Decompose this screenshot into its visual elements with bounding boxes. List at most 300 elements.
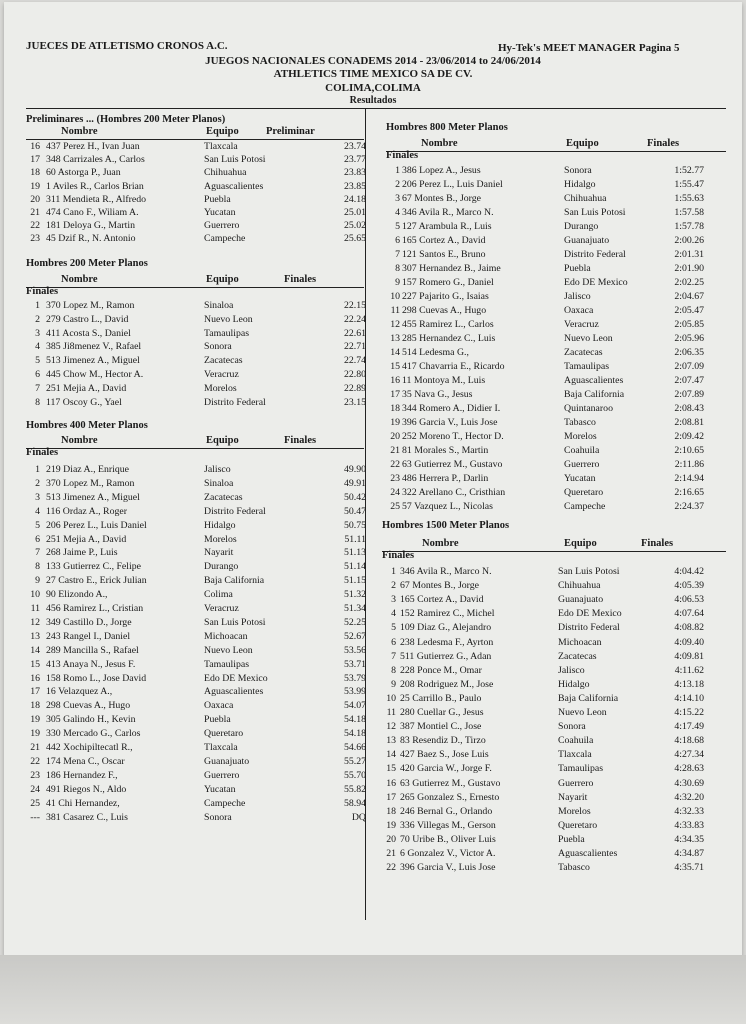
table-row bbox=[386, 332, 726, 345]
team-cell: Veracruz bbox=[564, 319, 599, 330]
team-cell: Queretaro bbox=[204, 728, 244, 740]
team-cell: Puebla bbox=[204, 193, 231, 205]
final1500-header-rule bbox=[382, 551, 726, 552]
place-cell: 24 bbox=[390, 487, 400, 498]
time-cell: 2:00.26 bbox=[674, 235, 704, 246]
team-cell: Tlaxcala bbox=[204, 742, 238, 753]
place-cell: 19 bbox=[30, 728, 40, 740]
athlete-cell: 420 Garcia W., Jorge F. bbox=[400, 763, 492, 775]
time-cell: 1:55.63 bbox=[674, 193, 704, 204]
time-cell: 4:14.10 bbox=[674, 692, 704, 704]
team-cell: Sonora bbox=[558, 721, 586, 733]
software-page: Hy-Tek's MEET MANAGER Pagina 5 bbox=[498, 42, 680, 54]
time-cell: 51.11 bbox=[344, 533, 366, 545]
team-cell: Yucatan bbox=[204, 783, 236, 795]
time-cell: 53.71 bbox=[343, 658, 366, 670]
athlete-cell: 298 Cuevas A., Hugo bbox=[46, 700, 131, 712]
table-row bbox=[386, 318, 726, 331]
time-cell: 1:57.58 bbox=[674, 207, 704, 218]
final200-header-time: Finales bbox=[284, 274, 317, 285]
table-row bbox=[382, 565, 726, 578]
place-cell: 2 bbox=[391, 580, 396, 592]
final800-header-rule bbox=[386, 151, 726, 152]
table-row bbox=[386, 416, 726, 429]
table-row bbox=[382, 762, 726, 775]
place-cell: 23 bbox=[390, 473, 400, 484]
team-cell: Campeche bbox=[204, 797, 246, 809]
team-cell: Aguascalientes bbox=[204, 180, 264, 192]
time-cell: 23.15 bbox=[343, 396, 366, 408]
time-cell: 2:05.96 bbox=[674, 333, 704, 344]
table-row bbox=[386, 402, 726, 415]
place-cell: 9 bbox=[391, 678, 396, 690]
team-cell: Aguascalientes bbox=[564, 375, 624, 386]
table-row bbox=[382, 847, 726, 860]
table-row bbox=[382, 579, 726, 592]
right-column bbox=[4, 2, 742, 957]
time-cell: 4:28.63 bbox=[674, 763, 704, 775]
team-cell: Edo DE Mexico bbox=[564, 277, 628, 288]
prelim200-header-team: Equipo bbox=[206, 126, 239, 137]
place-cell: 16 bbox=[30, 672, 40, 684]
team-cell: Puebla bbox=[564, 263, 591, 274]
time-cell: 2:02.25 bbox=[674, 277, 704, 288]
table-row bbox=[386, 262, 726, 275]
place-cell: 4 bbox=[391, 608, 396, 620]
table-row bbox=[382, 650, 726, 663]
athlete-cell: 83 Resendiz D., Tirzo bbox=[400, 735, 486, 747]
team-cell: Zacatecas bbox=[204, 355, 243, 367]
time-cell: 22.74 bbox=[343, 355, 366, 367]
athlete-cell: 246 Bernal G., Orlando bbox=[400, 805, 493, 817]
athlete-cell: 165 Cortez A., David bbox=[402, 235, 486, 246]
athlete-cell: 45 Dzif R., N. Antonio bbox=[46, 233, 136, 245]
time-cell: 4:17.49 bbox=[674, 721, 704, 733]
athlete-cell: 90 Elizondo A., bbox=[46, 589, 108, 601]
final1500-title: Hombres 1500 Meter Planos bbox=[382, 520, 510, 531]
athlete-cell: 280 Cuellar G., Jesus bbox=[400, 707, 484, 718]
company-name: ATHLETICS TIME MEXICO SA DE CV. bbox=[273, 68, 473, 80]
team-cell: Queretaro bbox=[564, 487, 604, 498]
athlete-cell: 513 Jimenez A., Miguel bbox=[46, 355, 140, 367]
place-cell: 14 bbox=[386, 749, 396, 761]
prelim200-header-time: Preliminar bbox=[266, 126, 315, 137]
team-cell: Morelos bbox=[558, 805, 591, 817]
athlete-cell: 70 Uribe B., Oliver Luis bbox=[400, 833, 496, 845]
team-cell: Morelos bbox=[204, 533, 237, 545]
time-cell: DQ bbox=[351, 811, 366, 823]
athlete-cell: 437 Perez H., Ivan Juan bbox=[46, 141, 140, 152]
place-cell: 19 bbox=[386, 819, 396, 831]
team-cell: Guerrero bbox=[204, 220, 240, 232]
athlete-cell: 252 Moreno T., Hector D. bbox=[402, 431, 504, 442]
time-cell: 4:07.64 bbox=[674, 608, 704, 620]
time-cell: 2:24.37 bbox=[674, 501, 704, 512]
time-cell: 51.15 bbox=[343, 575, 366, 587]
table-row bbox=[382, 706, 726, 719]
team-cell: Jalisco bbox=[204, 464, 231, 475]
org-name: JUECES DE ATLETISMO CRONOS A.C. bbox=[26, 40, 228, 52]
time-cell: 2:07.89 bbox=[674, 389, 704, 400]
table-row bbox=[386, 290, 726, 303]
athlete-cell: 127 Arambula R., Luis bbox=[402, 221, 492, 232]
place-cell: 16 bbox=[390, 375, 400, 386]
athlete-cell: 346 Avila R., Marco N. bbox=[400, 566, 492, 577]
place-cell: 8 bbox=[35, 396, 40, 408]
time-cell: 22.71 bbox=[343, 341, 366, 353]
table-row bbox=[386, 472, 726, 485]
time-cell: 4:04.42 bbox=[674, 566, 704, 577]
athlete-cell: 491 Riegos N., Aldo bbox=[46, 783, 127, 795]
team-cell: Distrito Federal bbox=[204, 396, 266, 408]
place-cell: 8 bbox=[395, 263, 400, 274]
table-row bbox=[382, 636, 726, 649]
time-cell: 55.27 bbox=[343, 755, 366, 767]
final200-finales-label: Finales bbox=[26, 286, 59, 297]
final400-header-name: Nombre bbox=[61, 435, 98, 446]
place-cell: 15 bbox=[30, 658, 40, 670]
athlete-cell: 219 Diaz A., Enrique bbox=[46, 464, 129, 475]
team-cell: Puebla bbox=[204, 714, 231, 726]
athlete-cell: 455 Ramirez L., Carlos bbox=[402, 319, 494, 330]
place-cell: 19 bbox=[390, 417, 400, 428]
time-cell: 2:06.35 bbox=[674, 347, 704, 358]
time-cell: 4:32.33 bbox=[674, 805, 704, 817]
team-cell: Hidalgo bbox=[558, 678, 590, 690]
team-cell: Tamaulipas bbox=[564, 361, 610, 372]
time-cell: 2:07.47 bbox=[674, 375, 704, 386]
athlete-cell: 67 Montes B., Jorge bbox=[400, 580, 480, 592]
athlete-cell: 279 Castro L., David bbox=[46, 313, 129, 325]
time-cell: 2:10.65 bbox=[674, 445, 704, 456]
table-row bbox=[386, 388, 726, 401]
athlete-cell: 305 Galindo H., Kevin bbox=[46, 714, 136, 726]
table-row bbox=[386, 304, 726, 317]
place-cell: 3 bbox=[35, 327, 40, 339]
place-cell: 6 bbox=[395, 235, 400, 246]
place-cell: 18 bbox=[386, 805, 396, 817]
time-cell: 25.65 bbox=[343, 233, 366, 245]
team-cell: Tabasco bbox=[564, 417, 596, 428]
place-cell: 23 bbox=[30, 233, 40, 245]
time-cell: 23.83 bbox=[343, 167, 366, 179]
place-cell: --- bbox=[30, 811, 40, 823]
place-cell: 18 bbox=[390, 403, 400, 414]
time-cell: 50.75 bbox=[343, 519, 366, 531]
table-row bbox=[382, 791, 726, 804]
athlete-cell: 370 Lopez M., Ramon bbox=[46, 300, 135, 311]
athlete-cell: 265 Gonzalez S., Ernesto bbox=[400, 791, 500, 803]
time-cell: 4:11.62 bbox=[674, 664, 704, 676]
team-cell: Tamaulipas bbox=[204, 327, 250, 339]
team-cell: Sonora bbox=[204, 811, 232, 823]
team-cell: Guanajuato bbox=[564, 235, 610, 246]
final800-header-team: Equipo bbox=[566, 138, 599, 149]
time-cell: 2:07.09 bbox=[674, 361, 704, 372]
athlete-cell: 513 Jimenez A., Miguel bbox=[46, 491, 140, 503]
team-cell: Morelos bbox=[564, 431, 597, 442]
time-cell: 54.66 bbox=[343, 742, 366, 753]
athlete-cell: 174 Mena C., Oscar bbox=[46, 755, 125, 767]
place-cell: 17 bbox=[30, 154, 40, 166]
place-cell: 17 bbox=[386, 791, 396, 803]
team-cell: Guanajuato bbox=[558, 594, 604, 606]
team-cell: Quintanaroo bbox=[564, 403, 613, 414]
team-cell: Chihuahua bbox=[558, 580, 601, 592]
place-cell: 21 bbox=[386, 848, 396, 859]
athlete-cell: 227 Pajarito G., Isaias bbox=[402, 291, 489, 302]
final800-title: Hombres 800 Meter Planos bbox=[386, 122, 508, 133]
team-cell: Guerrero bbox=[204, 769, 240, 781]
athlete-cell: 181 Deloya G., Martin bbox=[46, 220, 135, 232]
place-cell: 14 bbox=[390, 347, 400, 358]
place-cell: 10 bbox=[30, 589, 40, 601]
athlete-cell: 109 Diaz G., Alejandro bbox=[400, 622, 492, 634]
time-cell: 2:09.42 bbox=[674, 431, 704, 442]
time-cell: 54.18 bbox=[343, 728, 366, 740]
athlete-cell: 311 Mendieta R., Alfredo bbox=[46, 193, 147, 205]
place-cell: 7 bbox=[391, 650, 396, 662]
team-cell: Tlaxcala bbox=[204, 141, 238, 152]
table-row bbox=[386, 234, 726, 247]
team-cell: Baja California bbox=[564, 389, 625, 400]
athlete-cell: 474 Cano F., Wiliam A. bbox=[46, 207, 139, 218]
scan-edge bbox=[0, 955, 746, 1024]
team-cell: San Luis Potosi bbox=[558, 566, 620, 577]
table-row bbox=[382, 861, 726, 874]
time-cell: 49.91 bbox=[343, 477, 366, 489]
team-cell: Hidalgo bbox=[204, 519, 236, 531]
time-cell: 4:30.69 bbox=[674, 777, 704, 789]
team-cell: Campeche bbox=[564, 501, 606, 512]
time-cell: 2:01.31 bbox=[674, 249, 704, 260]
table-row bbox=[382, 734, 726, 747]
place-cell: 18 bbox=[30, 700, 40, 712]
athlete-cell: 456 Ramirez L., Cristian bbox=[46, 603, 144, 614]
team-cell: Guerrero bbox=[558, 777, 594, 789]
place-cell: 20 bbox=[386, 833, 396, 845]
time-cell: 4:15.22 bbox=[674, 707, 704, 718]
place-cell: 20 bbox=[30, 193, 40, 205]
time-cell: 2:16.65 bbox=[674, 487, 704, 498]
team-cell: Distrito Federal bbox=[558, 622, 620, 634]
place-cell: 5 bbox=[391, 622, 396, 634]
place-cell: 7 bbox=[35, 547, 40, 559]
time-cell: 2:11.86 bbox=[674, 459, 704, 470]
place-cell: 25 bbox=[30, 797, 40, 809]
table-row bbox=[382, 607, 726, 620]
final1500-header-team: Equipo bbox=[564, 538, 597, 549]
place-cell: 10 bbox=[386, 692, 396, 704]
team-cell: Nayarit bbox=[558, 791, 588, 803]
place-cell: 3 bbox=[35, 491, 40, 503]
place-cell: 5 bbox=[35, 355, 40, 367]
place-cell: 25 bbox=[390, 501, 400, 512]
place-cell: 6 bbox=[35, 369, 40, 380]
place-cell: 23 bbox=[30, 769, 40, 781]
athlete-cell: 27 Castro E., Erick Julian bbox=[46, 575, 147, 587]
table-row bbox=[386, 500, 726, 513]
athlete-cell: 81 Morales S., Martin bbox=[402, 445, 489, 456]
team-cell: Oaxaca bbox=[204, 700, 234, 712]
place-cell: 3 bbox=[391, 594, 396, 606]
team-cell: Distrito Federal bbox=[204, 505, 266, 517]
athlete-cell: 206 Perez L., Luis Daniel bbox=[402, 179, 503, 190]
place-cell: 9 bbox=[35, 575, 40, 587]
time-cell: 54.07 bbox=[343, 700, 366, 712]
team-cell: Campeche bbox=[204, 233, 246, 245]
team-cell: Distrito Federal bbox=[564, 249, 626, 260]
place-cell: 11 bbox=[30, 603, 40, 614]
place-cell: 9 bbox=[395, 277, 400, 288]
place-cell: 8 bbox=[35, 561, 40, 573]
final200-title: Hombres 200 Meter Planos bbox=[26, 258, 148, 269]
team-cell: Jalisco bbox=[558, 664, 585, 676]
place-cell: 7 bbox=[395, 249, 400, 260]
place-cell: 6 bbox=[35, 533, 40, 545]
table-row bbox=[382, 664, 726, 677]
time-cell: 4:32.20 bbox=[674, 791, 704, 803]
place-cell: 13 bbox=[390, 333, 400, 344]
athlete-cell: 298 Cuevas A., Hugo bbox=[402, 305, 487, 316]
place-cell: 1 bbox=[35, 464, 40, 475]
time-cell: 4:06.53 bbox=[674, 594, 704, 606]
team-cell: Aguascalientes bbox=[204, 686, 264, 698]
time-cell: 23.74 bbox=[343, 141, 366, 152]
place-cell: 2 bbox=[395, 179, 400, 190]
time-cell: 2:04.67 bbox=[674, 291, 704, 302]
time-cell: 22.24 bbox=[343, 313, 366, 325]
time-cell: 4:35.71 bbox=[674, 862, 704, 874]
table-row bbox=[386, 360, 726, 373]
time-cell: 53.79 bbox=[343, 672, 366, 684]
table-row bbox=[382, 678, 726, 691]
prelim200-header-name: Nombre bbox=[61, 126, 98, 137]
table-row bbox=[386, 192, 726, 205]
time-cell: 22.80 bbox=[343, 369, 366, 380]
place-cell: 14 bbox=[30, 644, 40, 656]
place-cell: 21 bbox=[30, 207, 40, 218]
time-cell: 25.02 bbox=[343, 220, 366, 232]
final200-header-name: Nombre bbox=[61, 274, 98, 285]
final1500-finales-label: Finales bbox=[382, 550, 415, 561]
table-row bbox=[382, 819, 726, 832]
place-cell: 22 bbox=[30, 220, 40, 232]
team-cell: Durango bbox=[204, 561, 239, 573]
team-cell: Sinaloa bbox=[204, 477, 234, 489]
place-cell: 18 bbox=[30, 167, 40, 179]
time-cell: 53.56 bbox=[343, 644, 366, 656]
place-cell: 4 bbox=[35, 505, 40, 517]
athlete-cell: 63 Gutierrez M., Gustavo bbox=[402, 459, 503, 470]
table-row bbox=[386, 444, 726, 457]
team-cell: Guanajuato bbox=[204, 755, 250, 767]
place-cell: 21 bbox=[30, 742, 40, 753]
table-row bbox=[386, 178, 726, 191]
place-cell: 24 bbox=[30, 783, 40, 795]
team-cell: Nayarit bbox=[204, 547, 234, 559]
place-cell: 17 bbox=[390, 389, 400, 400]
team-cell: Puebla bbox=[558, 833, 585, 845]
prelim200-title: Preliminares ... (Hombres 200 Meter Planos) bbox=[26, 114, 226, 125]
athlete-cell: 121 Santos E., Bruno bbox=[402, 249, 486, 260]
athlete-cell: 67 Montes B., Jorge bbox=[402, 193, 482, 204]
athlete-cell: 228 Ponce M., Omar bbox=[400, 664, 482, 676]
time-cell: 25.01 bbox=[343, 207, 366, 218]
team-cell: Yucatan bbox=[564, 473, 596, 484]
time-cell: 4:33.83 bbox=[674, 819, 704, 831]
final400-title: Hombres 400 Meter Planos bbox=[26, 420, 148, 431]
athlete-cell: 11 Montoya M., Luis bbox=[402, 375, 486, 386]
results-label: Resultados bbox=[349, 95, 397, 106]
final200-header-team: Equipo bbox=[206, 274, 239, 285]
team-cell: Tamaulipas bbox=[558, 763, 604, 775]
table-row bbox=[386, 220, 726, 233]
team-cell: Colima bbox=[204, 589, 233, 601]
athlete-cell: 370 Lopez M., Ramon bbox=[46, 477, 135, 489]
place-cell: 2 bbox=[35, 313, 40, 325]
place-cell: 10 bbox=[390, 291, 400, 302]
table-row bbox=[386, 374, 726, 387]
athlete-cell: 6 Gonzalez V., Victor A. bbox=[400, 848, 496, 859]
place-cell: 21 bbox=[390, 445, 400, 456]
place-cell: 12 bbox=[30, 616, 40, 628]
final1500-header-name: Nombre bbox=[422, 538, 459, 549]
time-cell: 22.15 bbox=[343, 300, 366, 311]
place-cell: 16 bbox=[30, 141, 40, 152]
place-cell: 5 bbox=[35, 519, 40, 531]
table-row bbox=[386, 458, 726, 471]
time-cell: 2:08.81 bbox=[674, 417, 704, 428]
place-cell: 19 bbox=[30, 714, 40, 726]
final800-finales-label: Finales bbox=[386, 150, 419, 161]
table-row bbox=[386, 276, 726, 289]
place-cell: 19 bbox=[30, 180, 40, 192]
team-cell: San Luis Potosi bbox=[204, 154, 266, 166]
athlete-cell: 41 Chi Hernandez, bbox=[46, 797, 120, 809]
team-cell: Hidalgo bbox=[564, 179, 596, 190]
athlete-cell: 322 Arellano C., Cristhian bbox=[402, 487, 506, 498]
time-cell: 2:08.43 bbox=[674, 403, 704, 414]
team-cell: Guerrero bbox=[564, 459, 600, 470]
athlete-cell: 243 Rangel I., Daniel bbox=[46, 630, 131, 642]
time-cell: 22.89 bbox=[343, 382, 366, 394]
time-cell: 50.47 bbox=[343, 505, 366, 517]
place-cell: 22 bbox=[386, 862, 396, 874]
time-cell: 2:01.90 bbox=[674, 263, 704, 274]
athlete-cell: 413 Anaya N., Jesus F. bbox=[46, 658, 136, 670]
time-cell: 1:55.47 bbox=[674, 179, 704, 190]
time-cell: 51.32 bbox=[343, 589, 366, 601]
team-cell: Sonora bbox=[204, 341, 232, 353]
athlete-cell: 307 Hernandez B., Jaime bbox=[402, 263, 501, 274]
athlete-cell: 152 Ramirez C., Michel bbox=[400, 608, 495, 620]
team-cell: Jalisco bbox=[564, 291, 591, 302]
final800-header-time: Finales bbox=[647, 138, 680, 149]
team-cell: Coahuila bbox=[558, 735, 594, 747]
time-cell: 58.94 bbox=[343, 797, 366, 809]
time-cell: 55.82 bbox=[343, 783, 366, 795]
athlete-cell: 349 Castillo D., Jorge bbox=[46, 616, 132, 628]
athlete-cell: 396 Garcia V., Luis Jose bbox=[400, 862, 496, 874]
team-cell: Morelos bbox=[204, 382, 237, 394]
time-cell: 4:13.18 bbox=[674, 678, 704, 690]
athlete-cell: 238 Ledesma F., Ayrton bbox=[400, 636, 494, 648]
team-cell: Zacatecas bbox=[204, 491, 243, 503]
athlete-cell: 25 Carrillo B., Paulo bbox=[400, 692, 482, 704]
time-cell: 51.14 bbox=[343, 561, 366, 573]
time-cell: 4:09.40 bbox=[674, 636, 704, 648]
